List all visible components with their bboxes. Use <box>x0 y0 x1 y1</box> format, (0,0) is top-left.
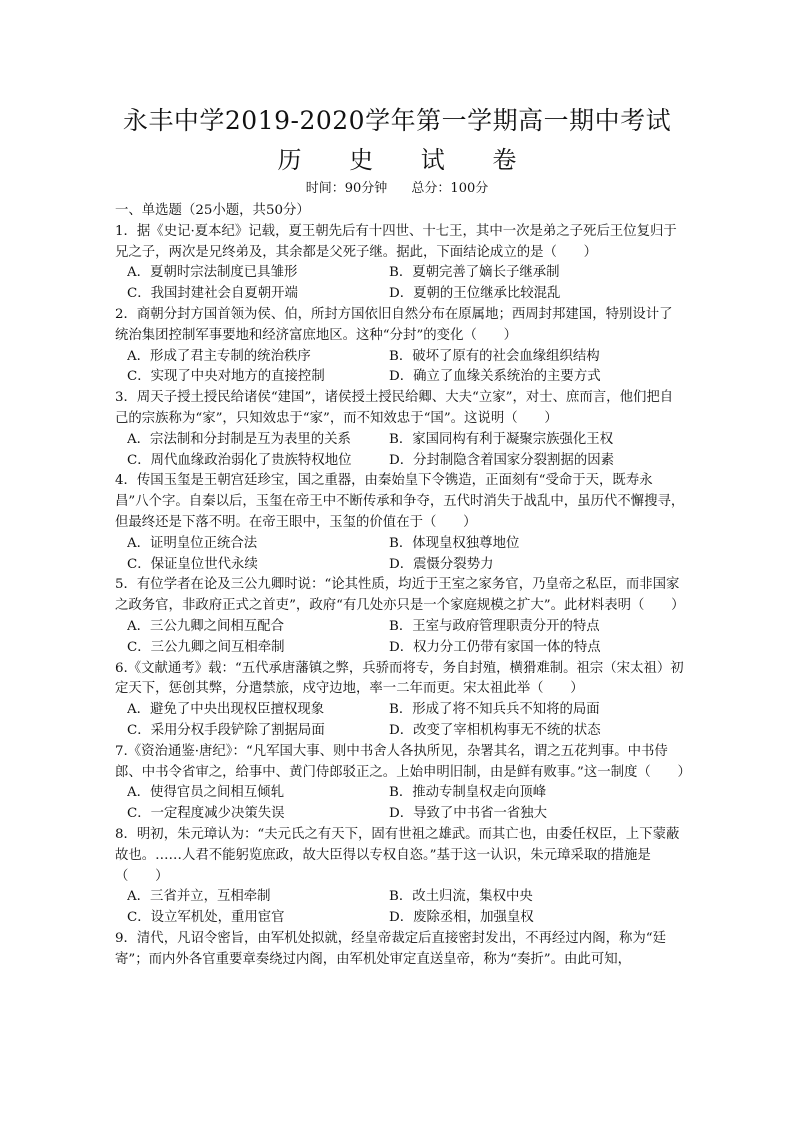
option-c: C．周代血缘政治弱化了贵族特权地位 <box>127 452 352 468</box>
question-stem: 1．据《史记·夏本纪》记载，夏王朝先后有十四世、十七王，其中一次是弟之子死后王位复归于兄之子，两次是兄终弟及，其余都是父死子继。据此，下面结论成立的是（ ） <box>115 223 677 260</box>
option-b: B．体现皇权独尊地位 <box>389 535 520 551</box>
question-list <box>115 201 691 970</box>
question-stem: 6.《文献通考》载：“五代承唐藩镇之弊，兵骄而将专，务自封殖，横猾难制。祖宗（宋太祖）初定天下，惩创其弊，分遣禁旅，戍守边地，率一二年而更。宋太祖此举（ ） <box>115 660 684 697</box>
question-options <box>115 534 685 576</box>
question-options <box>115 783 685 825</box>
question-options <box>115 700 685 742</box>
question-5 <box>115 575 685 658</box>
option-d: D．震慑分裂势力 <box>389 556 494 572</box>
option-a: A．夏朝时宗法制度已具雏形 <box>127 265 298 281</box>
option-c: C．一定程度减少决策失误 <box>127 806 285 822</box>
option-a: A．三公九卿之间相互配合 <box>127 618 284 634</box>
option-d: D．废除丞相，加强皇权 <box>389 910 534 926</box>
question-4 <box>115 471 685 575</box>
exam-time: 时间：90分钟 <box>305 181 388 196</box>
question-2 <box>115 305 685 388</box>
option-c: C．保证皇位世代永续 <box>127 556 258 572</box>
question-9 <box>115 929 685 971</box>
question-1 <box>115 222 685 305</box>
question-stem: 9．清代，凡诏令密旨，由军机处拟就，经皇帝裁定后直接密封发出，不再经过内阁，称为“廷寄”；而内外各官重要章奏绕过内阁，由军机处审定直送皇帝，称为“奏折”。由此可知， <box>115 930 666 967</box>
question-3 <box>115 388 685 471</box>
exam-meta <box>0 180 794 198</box>
question-stem: 8．明初，朱元璋认为：“夫元氏之有天下，固有世祖之雄武。而其亡也，由委任权臣，上下蒙蔽故也。……人君不能躬览庶政，故大臣得以专权自恣。”基于这一认识，朱元璋采取的措施是（ ） <box>115 826 680 884</box>
question-stem: 7.《资治通鉴·唐纪》：“凡军国大事、则中书舍人各执所见，杂署其名，谓之五花判事。中书侍郎、中书令省审之，给事中、黄门侍郎驳正之。上始申明旧制，由是鲜有败事。”这一制度（ ） <box>115 743 691 780</box>
option-d: D．权力分工仍带有家国一体的特点 <box>389 639 601 655</box>
option-b: B．推动专制皇权走向顶峰 <box>389 785 547 801</box>
option-b: B．家国同构有利于凝聚宗族强化王权 <box>389 431 614 447</box>
option-b: B．夏朝完善了嫡长子继承制 <box>389 265 560 281</box>
option-d: D．夏朝的王位继承比较混乱 <box>389 286 561 302</box>
question-8 <box>115 825 685 929</box>
option-a: A．避免了中央出现权臣擅权现象 <box>127 702 325 718</box>
option-b: B．形成了将不知兵兵不知将的局面 <box>389 702 600 718</box>
option-d: D．导致了中书省一省独大 <box>389 806 548 822</box>
question-stem: 3．周天子授土授民给诸侯“建国”，诸侯授土授民给卿、大夫“立家”，对士、庶而言，他们把自己的宗族称为“家”，只知效忠于“家”，而不知效忠于“国”。这说明（ ） <box>115 390 674 426</box>
question-6 <box>115 659 685 742</box>
option-b: B．改土归流，集权中央 <box>389 889 533 905</box>
section-title: 一、单选题（25小题，共50分） <box>115 203 310 218</box>
exam-title: 永丰中学2019-2020学年第一学期高一期中考试 <box>122 106 672 135</box>
option-b: B．王室与政府管理职责分开的特点 <box>389 618 600 634</box>
option-d: D．分封制隐含着国家分裂割据的因素 <box>389 452 614 468</box>
option-a: A．形成了君主专制的统治秩序 <box>127 348 311 364</box>
question-options <box>115 617 685 659</box>
option-a: A．使得官员之间相互倾轧 <box>127 785 284 801</box>
question-options <box>115 347 685 389</box>
option-d: D．确立了血缘关系统治的主要方式 <box>389 369 601 385</box>
option-d: D．改变了宰相机构事无不统的状态 <box>389 722 601 738</box>
question-options <box>115 263 685 305</box>
option-c: C．采用分权手段铲除了割据局面 <box>127 722 325 738</box>
option-a: A．证明皇位正统合法 <box>127 535 258 551</box>
option-a: A．三省并立，互相牵制 <box>127 889 271 905</box>
option-c: C．三公九卿之间互相牵制 <box>127 639 285 655</box>
question-7 <box>115 742 691 825</box>
option-b: B．破坏了原有的社会血缘组织结构 <box>389 348 600 364</box>
question-stem: 4．传国玉玺是王朝宫廷珍宝，国之重器，由秦始皇下令镌造，正面刻有“受命于天，既寿永昌”八个字。自秦以后，玉玺在帝王中不断传承和争夺，五代时消失于战乱中，虽历代不懈搜寻，但最终还是下落不明。在帝王眼中，玉玺的价值在于（ ） <box>115 473 685 530</box>
option-c: C．实现了中央对地方的直接控制 <box>127 369 325 385</box>
option-c: C．设立军机处，重用宦官 <box>127 910 285 926</box>
question-stem: 2．商朝分封方国首领为侯、伯，所封方国依旧自然分布在原属地；西周封邦建国，特别设计了统治集团控制军事要地和经济富庶地区。这种“分封”的变化（ ） <box>115 306 673 343</box>
exam-score: 总分：100分 <box>411 181 489 196</box>
exam-subject: 历 史 试 卷 <box>277 146 537 174</box>
question-stem: 5．有位学者在论及三公九卿时说：“论其性质，均近于王室之家务官，乃皇帝之私臣，而非国家之政务官，非政府正式之首吏”，政府“有几处亦只是一个家庭规模之扩大”。此材料表明（ ） <box>115 577 685 614</box>
option-c: C．我国封建社会自夏朝开端 <box>127 286 298 302</box>
question-options <box>115 430 685 472</box>
option-a: A．宗法制和分封制是互为表里的关系 <box>127 431 351 447</box>
question-options <box>115 887 685 929</box>
